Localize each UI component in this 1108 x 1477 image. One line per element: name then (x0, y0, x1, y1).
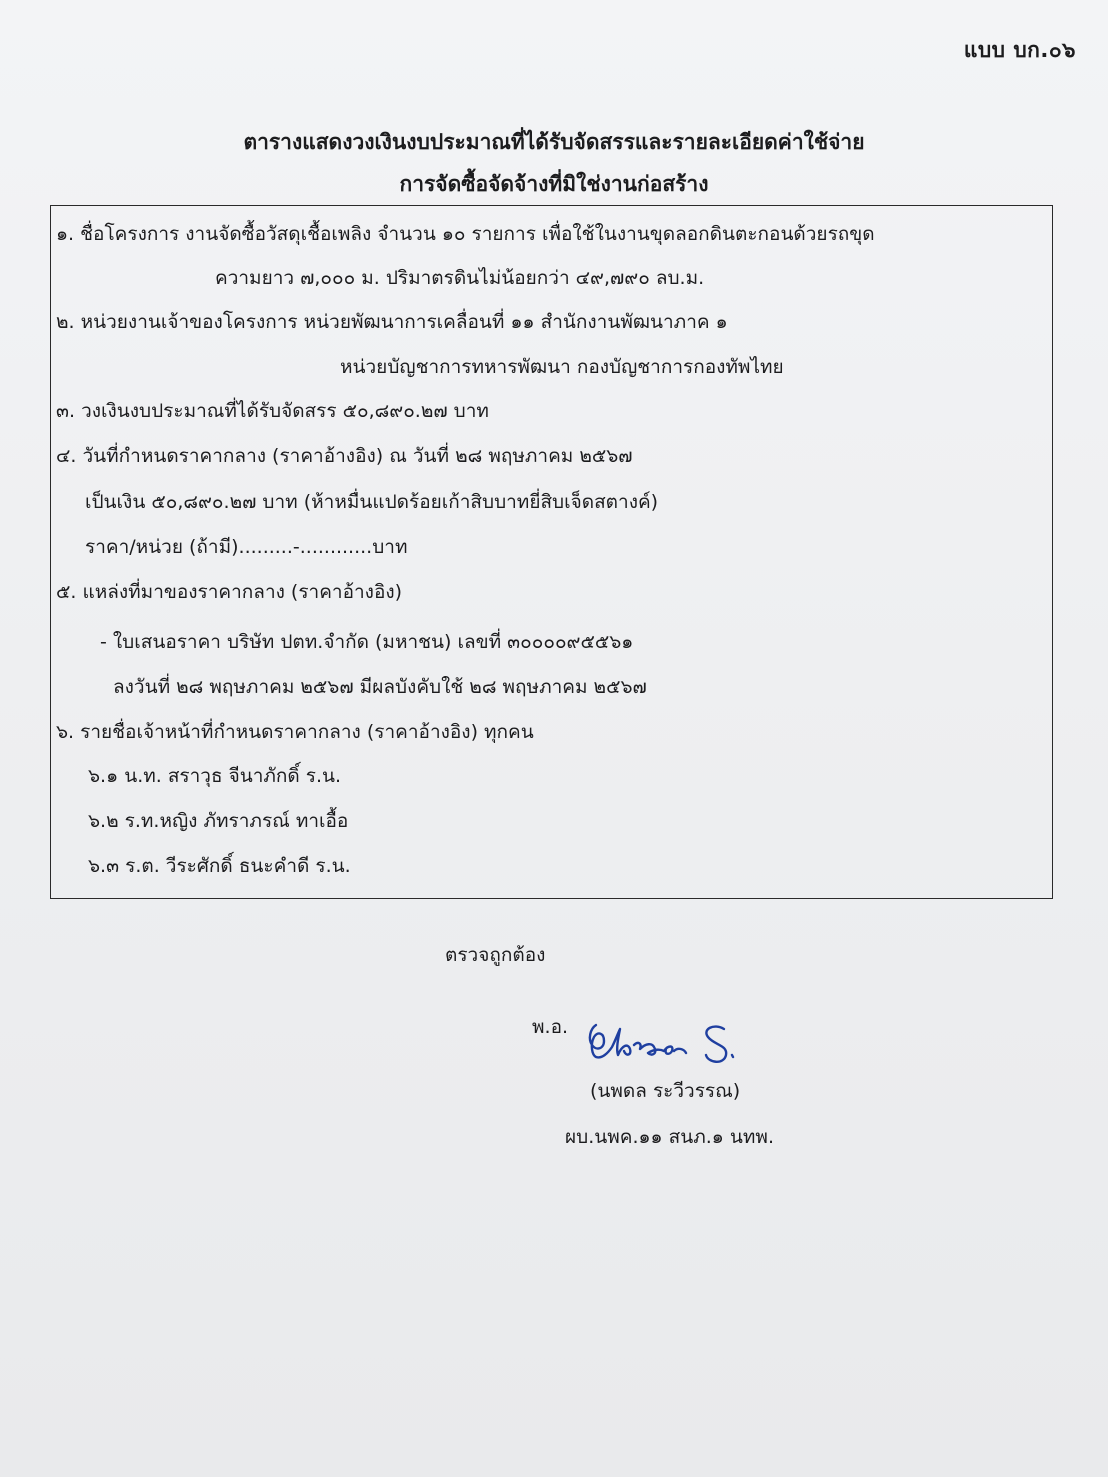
document-title-line-2: การจัดซื้อจัดจ้างที่มิใช่งานก่อสร้าง (399, 172, 709, 196)
form-code: แบบ บก.๐๖ (963, 38, 1076, 62)
price-source-dates: ลงวันที่ ๒๘ พฤษภาคม ๒๕๖๗ มีผลบังคับใช้ ๒๘ พฤษภาคม ๒๕๖๗ (113, 676, 647, 698)
project-name-line-1: ๑. ชื่อโครงการ งานจัดซื้อวัสดุเชื้อเพลิง จำนวน ๑๐ รายการ เพื่อใช้ในงานขุดลอกดินตะกอนด้วยรถขุด (56, 223, 875, 245)
owner-agency-line-1: ๒. หน่วยงานเจ้าของโครงการ หน่วยพัฒนาการเคลื่อนที่ ๑๑ สำนักงานพัฒนาภาค ๑ (56, 311, 728, 333)
verified-text: ตรวจถูกต้อง (445, 944, 546, 966)
allocated-budget: ๓. วงเงินงบประมาณที่ได้รับจัดสรร ๕๐,๘๙๐.๒๗ บาท (56, 400, 489, 422)
signer-rank: พ.อ. (532, 1016, 569, 1038)
officers-heading: ๖. รายชื่อเจ้าหน้าที่กำหนดราคากลาง (ราคาอ้างอิง) ทุกคน (56, 721, 534, 743)
reference-price-amount: เป็นเงิน ๕๐,๘๙๐.๒๗ บาท (ห้าหมื่นแปดร้อยเก้าสิบบาทยี่สิบเจ็ดสตางค์) (85, 491, 659, 513)
handwritten-signature (582, 1015, 772, 1073)
officer-1: ๖.๑ น.ท. สราวุธ จีนาภักดิ์ ร.น. (88, 765, 342, 787)
signer-name: (นพดล ระวีวรรณ) (590, 1080, 741, 1102)
price-source-heading: ๕. แหล่งที่มาของราคากลาง (ราคาอ้างอิง) (56, 581, 403, 603)
unit-price: ราคา/หน่วย (ถ้ามี).........-............บาท (85, 536, 408, 558)
officer-2: ๖.๒ ร.ท.หญิง ภัทราภรณ์ ทาเอื้อ (88, 810, 349, 832)
price-source-quotation: - ใบเสนอราคา บริษัท ปตท.จำกัด (มหาชน) เลขที่ ๓๐๐๐๐๙๕๕๖๑ (100, 631, 634, 653)
owner-agency-line-2: หน่วยบัญชาการทหารพัฒนา กองบัญชาการกองทัพไทย (340, 356, 784, 378)
project-name-line-2: ความยาว ๗,๐๐๐ ม. ปริมาตรดินไม่น้อยกว่า ๔๙,๗๙๐ ลบ.ม. (215, 267, 705, 289)
signature-strokes (590, 1025, 733, 1062)
reference-price-date: ๔. วันที่กำหนดราคากลาง (ราคาอ้างอิง) ณ วันที่ ๒๘ พฤษภาคม ๒๕๖๗ (56, 445, 633, 467)
signer-position: ผบ.นพค.๑๑ สนภ.๑ นทพ. (565, 1126, 774, 1148)
document-title-line-1: ตารางแสดงวงเงินงบประมาณที่ได้รับจัดสรรและรายละเอียดค่าใช้จ่าย (243, 130, 865, 154)
officer-3: ๖.๓ ร.ต. วีระศักดิ์ ธนะคำดี ร.น. (88, 855, 351, 877)
